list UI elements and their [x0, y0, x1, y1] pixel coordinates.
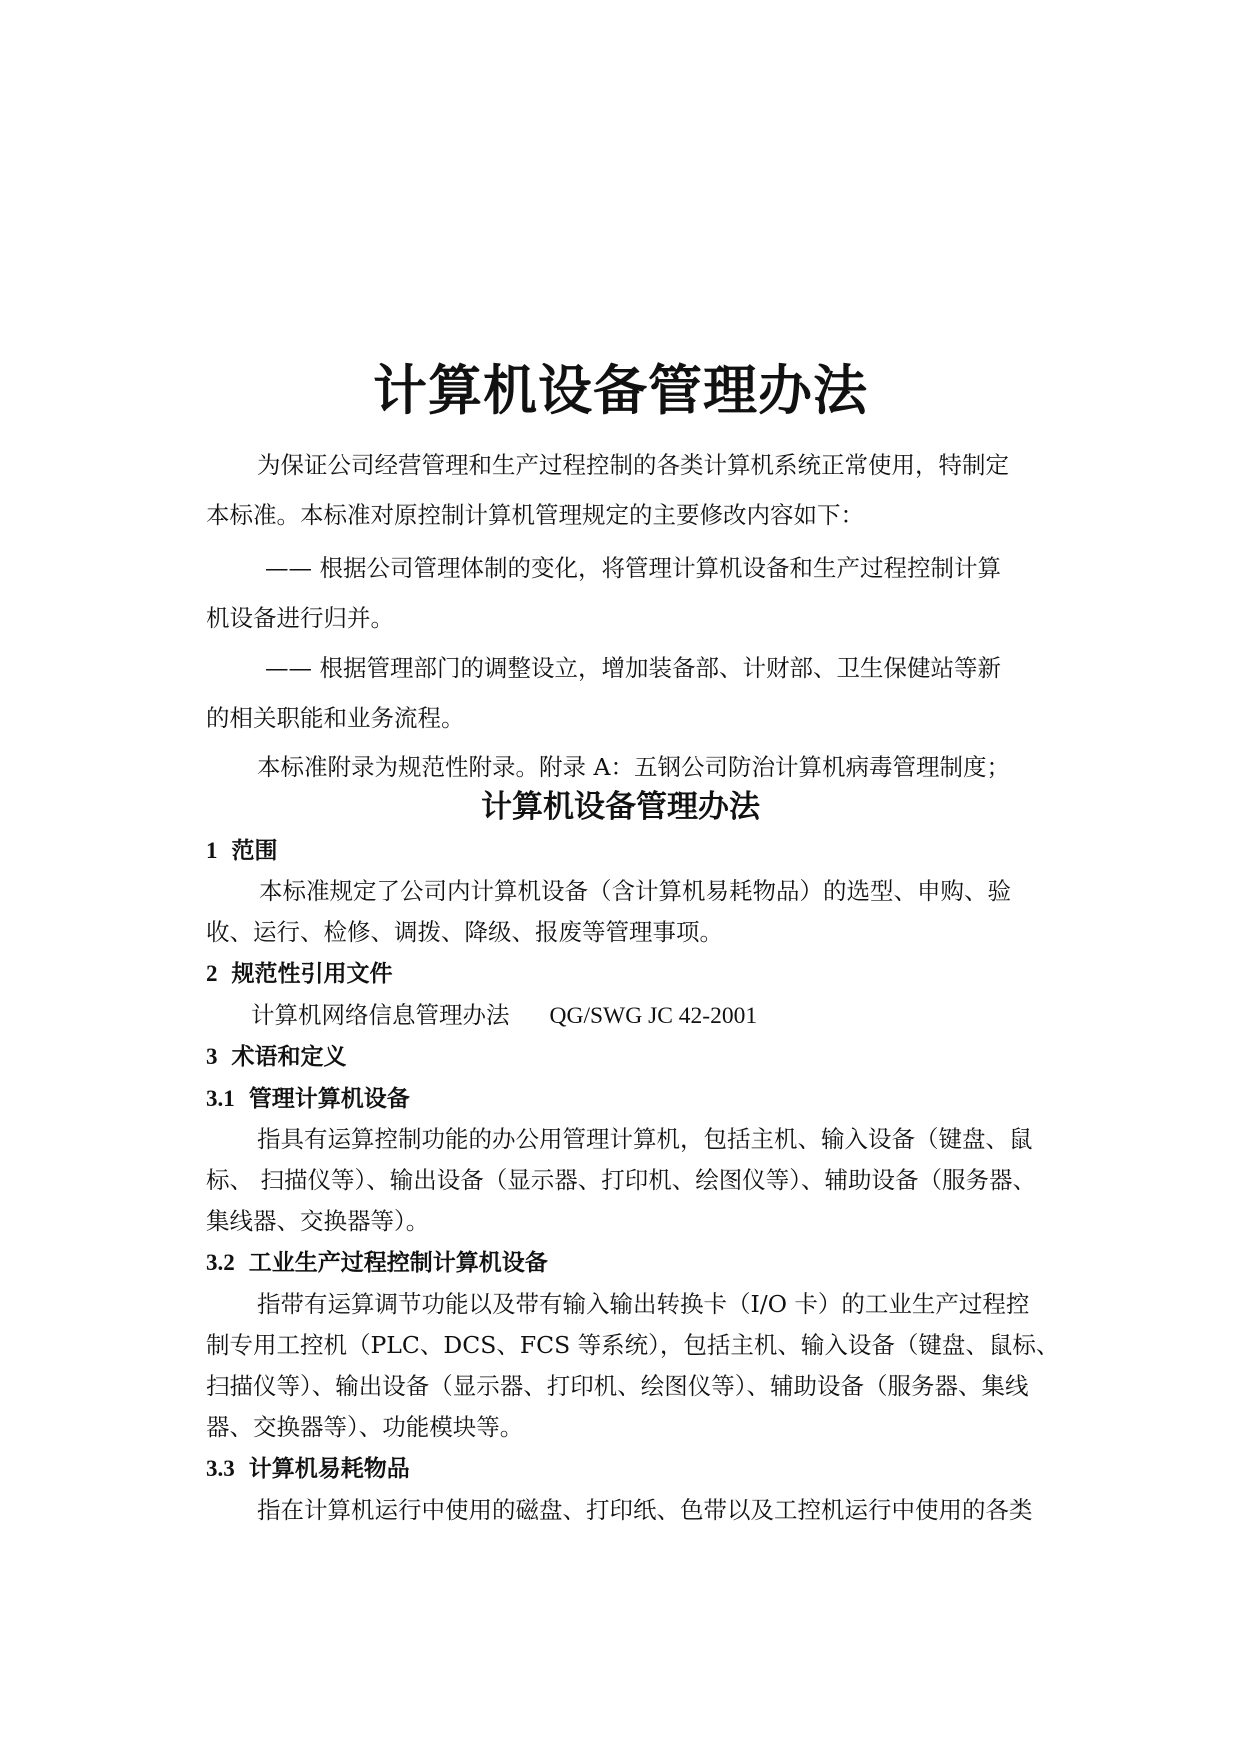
- section-number: 3.1: [206, 1086, 235, 1111]
- section-2-heading: [206, 959, 393, 989]
- section-title: 管理计算机设备: [248, 1085, 410, 1112]
- section-3-2-line-1: 指带有运算调节功能以及带有输入输出转换卡（I/O 卡）的工业生产过程控: [257, 1290, 1030, 1318]
- section-title: 计算机易耗物品: [248, 1455, 410, 1482]
- section-number: 2: [206, 961, 218, 986]
- document-title: 计算机设备管理办法: [373, 358, 868, 422]
- section-3-1-line-1: 指具有运算控制功能的办公用管理计算机，包括主机、输入设备（键盘、鼠: [257, 1125, 1033, 1153]
- section-1-line-1: 本标准规定了公司内计算机设备（含计算机易耗物品）的选型、申购、验: [259, 877, 1011, 905]
- section-3-3-line-1: 指在计算机运行中使用的磁盘、打印纸、色带以及工控机运行中使用的各类: [257, 1496, 1033, 1524]
- section-1-heading: [206, 836, 278, 866]
- section-3-2-line-4: 器、交换器等）、功能模块等。: [206, 1413, 524, 1441]
- section-number: 1: [206, 838, 218, 863]
- normative-reference-entry: [251, 1000, 757, 1031]
- preface-paragraph-2-line-2: 机设备进行归并。: [206, 604, 394, 632]
- section-title: 规范性引用文件: [231, 960, 393, 987]
- section-number: 3.3: [206, 1456, 235, 1481]
- preface-paragraph-1-line-1: 为保证公司经营管理和生产过程控制的各类计算机系统正常使用，特制定: [257, 451, 1009, 479]
- section-3-2-line-2: 制专用工控机（PLC、DCS、FCS 等系统），包括主机、输入设备（键盘、鼠标、: [206, 1331, 1060, 1359]
- preface-paragraph-3-line-1: —— 根据管理部门的调整设立，增加装备部、计财部、卫生保健站等新: [265, 654, 1001, 682]
- section-3-1-line-3: 集线器、交换器等）。: [206, 1207, 430, 1235]
- reference-name: 计算机网络信息管理办法: [251, 1001, 510, 1029]
- section-3-1-heading: [206, 1084, 410, 1114]
- section-title: 范围: [231, 837, 278, 864]
- section-3-heading: [206, 1042, 347, 1072]
- section-3-3-heading: [206, 1454, 410, 1484]
- section-number: 3.2: [206, 1250, 235, 1275]
- preface-paragraph-3-line-2: 的相关职能和业务流程。: [206, 704, 465, 732]
- reference-code: QG/SWG JC 42-2001: [549, 1003, 758, 1029]
- section-3-2-heading: [206, 1248, 548, 1278]
- section-3-2-line-3: 扫描仪等）、输出设备（显示器、打印机、绘图仪等）、辅助设备（服务器、集线: [206, 1372, 1029, 1400]
- document-subtitle: 计算机设备管理办法: [481, 789, 760, 825]
- section-title: 工业生产过程控制计算机设备: [248, 1249, 548, 1276]
- preface-paragraph-2-line-1: —— 根据公司管理体制的变化，将管理计算机设备和生产过程控制计算: [265, 554, 1001, 582]
- preface-paragraph-4-line-1: 本标准附录为规范性附录。附录 A：五钢公司防治计算机病毒管理制度；: [257, 753, 1010, 781]
- section-title: 术语和定义: [231, 1043, 347, 1070]
- section-3-1-line-2: 标、 扫描仪等）、输出设备（显示器、打印机、绘图仪等）、辅助设备（服务器、: [206, 1166, 1036, 1194]
- section-1-line-2: 收、运行、检修、调拨、降级、报废等管理事项。: [206, 918, 723, 946]
- section-number: 3: [206, 1044, 218, 1069]
- preface-paragraph-1-line-2: 本标准。本标准对原控制计算机管理规定的主要修改内容如下：: [206, 501, 864, 529]
